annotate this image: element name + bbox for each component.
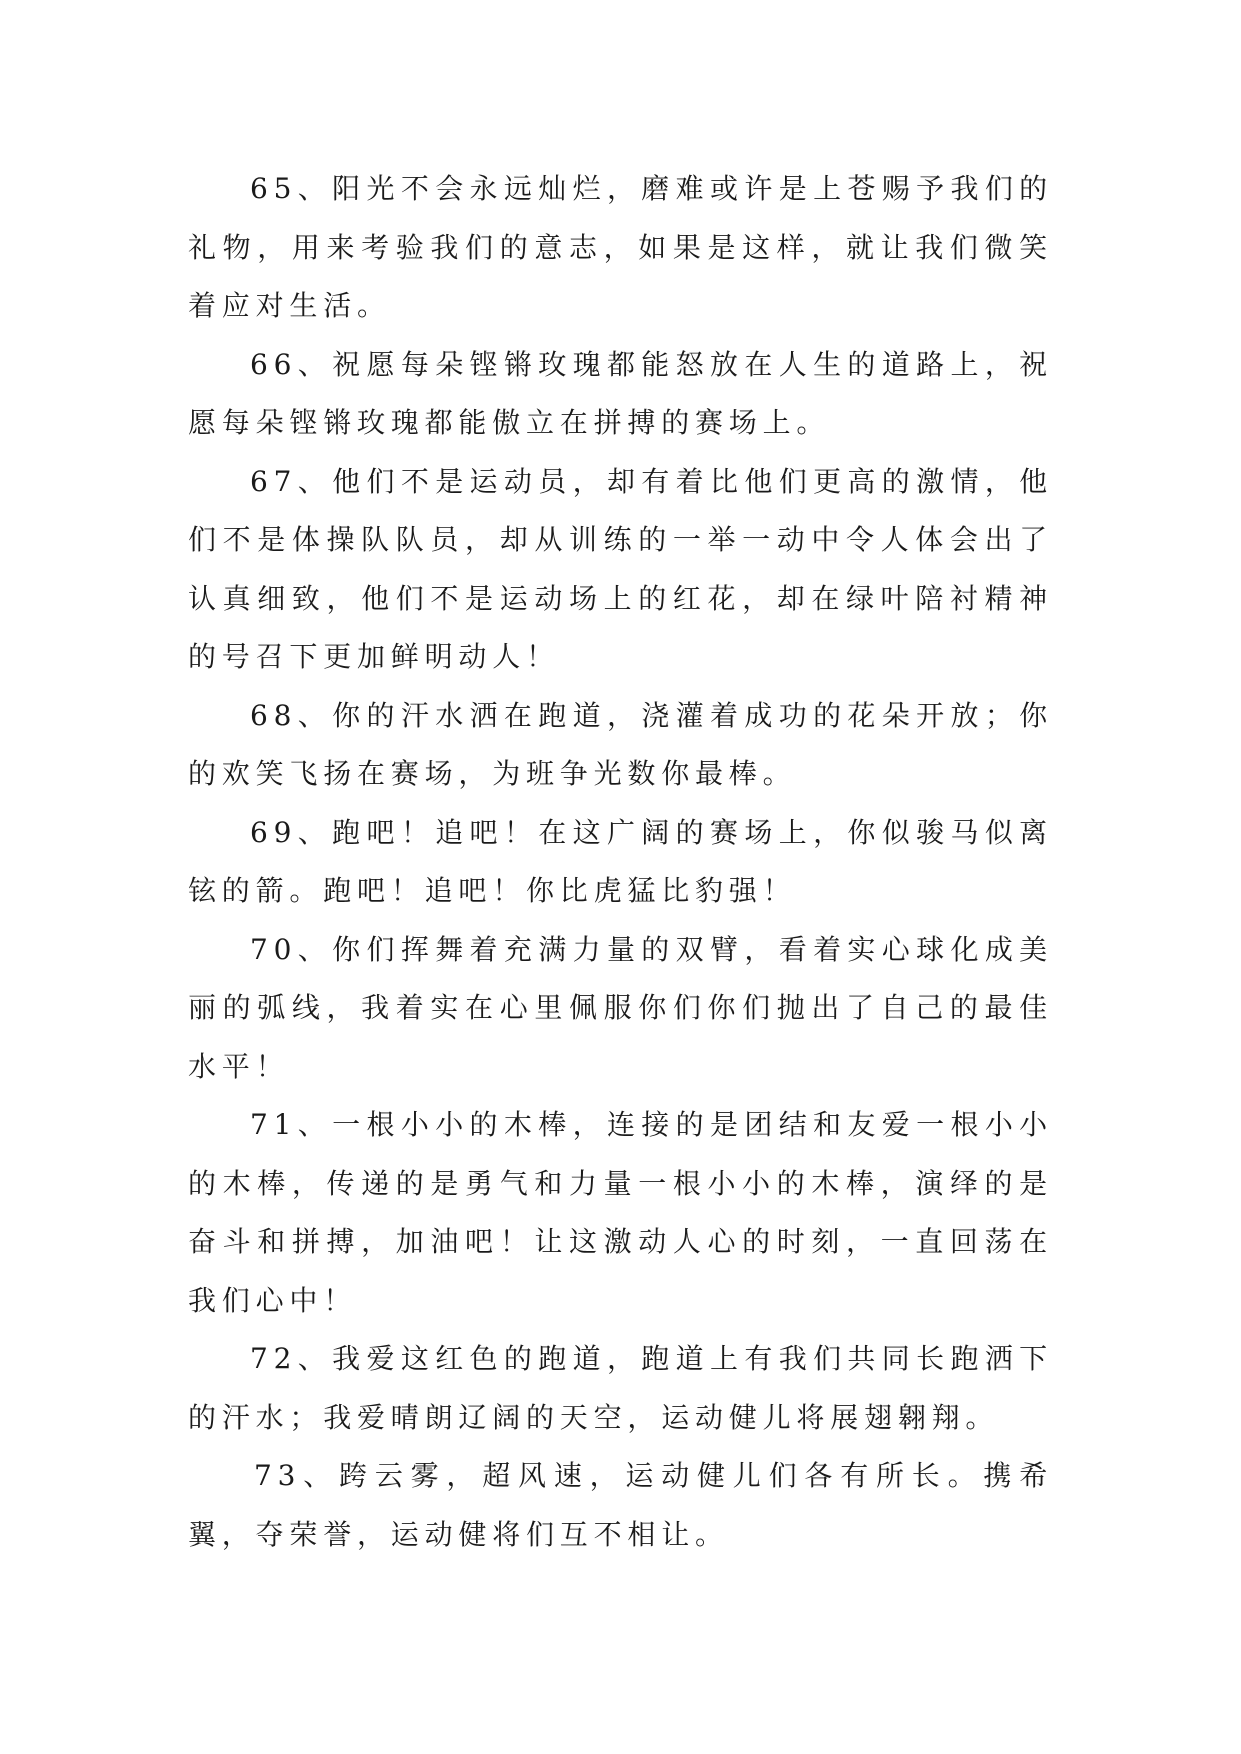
paragraph-68: 68、你的汗水洒在跑道，浇灌着成功的花朵开放；你的欢笑飞扬在赛场，为班争光数你最棒。 bbox=[188, 698, 1053, 790]
paragraph-65: 65、阳光不会永远灿烂，磨难或许是上苍赐予我们的礼物，用来考验我们的意志，如果是这样，就让我们微笑着应对生活。 bbox=[188, 172, 1053, 322]
paragraph-69: 69、跑吧！追吧！在这广阔的赛场上，你似骏马似离铉的箭。跑吧！追吧！你比虎猛比豹强！ bbox=[188, 815, 1053, 907]
document-body bbox=[188, 160, 1053, 1564]
paragraph-70: 70、你们挥舞着充满力量的双臂，看着实心球化成美丽的弧线，我着实在心里佩服你们你们抛出了自己的最佳水平！ bbox=[188, 932, 1053, 1083]
paragraph-66: 66、祝愿每朵铿锵玫瑰都能怒放在人生的道路上，祝愿每朵铿锵玫瑰都能傲立在拼搏的赛场上。 bbox=[188, 347, 1053, 439]
paragraph-72: 72、我爱这红色的跑道，跑道上有我们共同长跑洒下的汗水；我爱晴朗辽阔的天空，运动健儿将展翅翱翔。 bbox=[188, 1342, 1053, 1434]
paragraph-73: 73、跨云雾，超风速，运动健儿们各有所长。携希翼，夺荣誉，运动健将们互不相让。 bbox=[188, 1459, 1053, 1551]
paragraph-71: 71、一根小小的木棒，连接的是团结和友爱一根小小的木棒，传递的是勇气和力量一根小小的木棒，演绎的是奋斗和拼搏，加油吧！让这激动人心的时刻，一直回荡在我们心中！ bbox=[188, 1108, 1053, 1317]
paragraph-67: 67、他们不是运动员，却有着比他们更高的激情，他们不是体操队队员，却从训练的一举一动中令人体会出了认真细致，他们不是运动场上的红花，却在绿叶陪衬精神的号召下更加鲜明动人！ bbox=[188, 464, 1053, 673]
